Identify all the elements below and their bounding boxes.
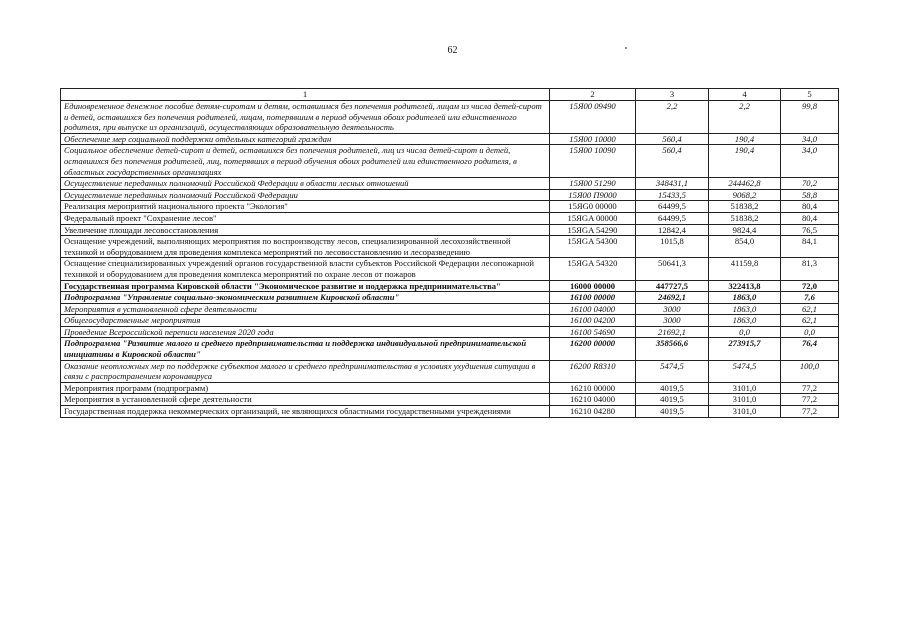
row-planned-cell: 5474,5 [636,360,709,382]
scan-speck [625,47,627,49]
table-row [61,303,839,315]
row-planned-cell: 3000 [636,303,709,315]
table-row [61,145,839,178]
row-name-cell: Обеспечение мер социальной поддержки отдельных категорий граждан [61,133,550,145]
row-code-cell: 15ЯG0 00000 [550,201,636,213]
table-row [61,201,839,213]
table-row [61,382,839,394]
row-percent-cell: 72,0 [781,280,839,292]
row-code-cell: 15Я00 51290 [550,178,636,190]
row-percent-cell: 100,0 [781,360,839,382]
row-code-cell: 16210 04280 [550,406,636,418]
row-code-cell: 15Я00 П9000 [550,189,636,201]
row-planned-cell: 4019,5 [636,382,709,394]
row-planned-cell: 4019,5 [636,406,709,418]
row-actual-cell: 5474,5 [709,360,781,382]
table-row [61,236,839,258]
row-name-cell: Осуществление переданных полномочий Российской Федерации [61,189,550,201]
table-row [61,212,839,224]
row-code-cell: 16100 04200 [550,315,636,327]
row-actual-cell: 9068,2 [709,189,781,201]
row-name-cell: Мероприятия программ (подпрограмм) [61,382,550,394]
row-percent-cell: 76,5 [781,224,839,236]
row-code-cell: 16210 04000 [550,394,636,406]
row-code-cell: 15Я00 10000 [550,133,636,145]
row-name-cell: Социальное обеспечение детей-сирот и детей, оставшихся без попечения родителей, лиц из числа детей-сирот и детей, оставшихся без попечения родителей, лиц, потерявших в период обучения обоих родителей или единственного родителя, в областных государственных организациях [61,145,550,178]
header-cell-5: 5 [781,89,839,101]
table-row [61,133,839,145]
row-percent-cell: 77,2 [781,394,839,406]
row-percent-cell: 77,2 [781,382,839,394]
table-row [61,178,839,190]
row-planned-cell: 560,4 [636,145,709,178]
row-percent-cell: 77,2 [781,406,839,418]
row-name-cell: Осуществление переданных полномочий Российской Федерации в области лесных отношений [61,178,550,190]
row-planned-cell: 358566,6 [636,338,709,360]
row-actual-cell: 3101,0 [709,382,781,394]
row-actual-cell: 322413,8 [709,280,781,292]
row-actual-cell: 190,4 [709,133,781,145]
row-planned-cell: 21692,1 [636,326,709,338]
row-percent-cell: 81,3 [781,258,839,280]
page-number: 62 [447,45,458,56]
row-actual-cell: 273915,7 [709,338,781,360]
row-name-cell: Подпрограмма "Управление социально-экономическим развитием Кировской области" [61,292,550,304]
table-row [61,338,839,360]
row-actual-cell: 41159,8 [709,258,781,280]
row-code-cell: 15Я00 09490 [550,101,636,134]
row-actual-cell: 51838,2 [709,201,781,213]
row-name-cell: Оснащение учреждений, выполняющих мероприятия по воспроизводству лесов, специализированной лесохозяйственной техникой и оборудованием для проведения комплекса мероприятий по лесовосстановлению и лесоразведению [61,236,550,258]
row-code-cell: 15ЯGA 54290 [550,224,636,236]
row-percent-cell: 99,8 [781,101,839,134]
table-row [61,189,839,201]
row-planned-cell: 348431,1 [636,178,709,190]
row-name-cell: Подпрограмма "Развитие малого и среднего предпринимательства и поддержка индивидуальной предпринимательской инициативы в Кировской области" [61,338,550,360]
row-code-cell: 16200 R8310 [550,360,636,382]
row-actual-cell: 3101,0 [709,394,781,406]
row-percent-cell: 62,1 [781,315,839,327]
row-percent-cell: 7,6 [781,292,839,304]
row-code-cell: 16100 54690 [550,326,636,338]
row-percent-cell: 80,4 [781,212,839,224]
table-row [61,280,839,292]
row-planned-cell: 64499,5 [636,201,709,213]
row-planned-cell: 2,2 [636,101,709,134]
row-name-cell: Государственная поддержка некоммерческих организаций, не являющихся областными государственными учреждениями [61,406,550,418]
row-name-cell: Оказание неотложных мер по поддержке субъектов малого и среднего предпринимательства в условиях ухудшения ситуации в связи с распространением коронавируса [61,360,550,382]
row-planned-cell: 4019,5 [636,394,709,406]
table-row [61,258,839,280]
header-cell-4: 4 [709,89,781,101]
row-name-cell: Проведение Всероссийской переписи населения 2020 года [61,326,550,338]
row-actual-cell: 9824,4 [709,224,781,236]
row-percent-cell: 58,8 [781,189,839,201]
row-code-cell: 16100 00000 [550,292,636,304]
table-row [61,360,839,382]
table-row [61,406,839,418]
row-planned-cell: 3000 [636,315,709,327]
row-name-cell: Государственная программа Кировской области "Экономическое развитие и поддержка предпринимательства" [61,280,550,292]
row-percent-cell: 62,1 [781,303,839,315]
row-code-cell: 15ЯGA 00000 [550,212,636,224]
row-percent-cell: 0,0 [781,326,839,338]
row-actual-cell: 244462,8 [709,178,781,190]
row-planned-cell: 15433,5 [636,189,709,201]
budget-table [60,88,839,418]
row-percent-cell: 80,4 [781,201,839,213]
row-name-cell: Федеральный проект "Сохранение лесов" [61,212,550,224]
row-code-cell: 16210 00000 [550,382,636,394]
row-name-cell: Оснащение специализированных учреждений органов государственной власти субъектов Российской Федерации лесопожарной техникой и оборудованием для проведения комплекса мероприятий по охране лесов от пожаров [61,258,550,280]
row-name-cell: Мероприятия в установленной сфере деятельности [61,394,550,406]
row-percent-cell: 34,0 [781,145,839,178]
table-row [61,326,839,338]
row-name-cell: Единовременное денежное пособие детям-сиротам и детям, оставшимся без попечения родителей, лицам из числа детей-сирот и детей, оставшихся без попечения родителей, лицам, потерявшим в период обучения обоих родителей или единственного родителя, при выпуске из организаций, осуществляющих образовательную деятельность [61,101,550,134]
row-code-cell: 15Я00 10090 [550,145,636,178]
table-row [61,101,839,134]
row-code-cell: 16000 00000 [550,280,636,292]
header-cell-1: 1 [61,89,550,101]
row-planned-cell: 12842,4 [636,224,709,236]
header-cell-3: 3 [636,89,709,101]
row-actual-cell: 0,0 [709,326,781,338]
row-actual-cell: 190,4 [709,145,781,178]
row-percent-cell: 84,1 [781,236,839,258]
row-name-cell: Реализация мероприятий национального проекта "Экология" [61,201,550,213]
table-row [61,292,839,304]
table-row [61,224,839,236]
row-actual-cell: 1863,0 [709,303,781,315]
row-planned-cell: 560,4 [636,133,709,145]
table-row [61,315,839,327]
row-planned-cell: 1015,8 [636,236,709,258]
row-actual-cell: 2,2 [709,101,781,134]
row-planned-cell: 64499,5 [636,212,709,224]
row-name-cell: Мероприятия в установленной сфере деятельности [61,303,550,315]
row-planned-cell: 24692,1 [636,292,709,304]
row-percent-cell: 34,0 [781,133,839,145]
row-actual-cell: 1863,0 [709,315,781,327]
row-name-cell: Увеличение площади лесовосстановления [61,224,550,236]
row-code-cell: 15ЯGA 54300 [550,236,636,258]
row-percent-cell: 76,4 [781,338,839,360]
row-code-cell: 16100 04000 [550,303,636,315]
row-actual-cell: 854,0 [709,236,781,258]
row-percent-cell: 70,2 [781,178,839,190]
header-row [61,89,839,101]
row-planned-cell: 447727,5 [636,280,709,292]
row-planned-cell: 50641,3 [636,258,709,280]
row-actual-cell: 3101,0 [709,406,781,418]
row-code-cell: 15ЯGA 54320 [550,258,636,280]
row-code-cell: 16200 00000 [550,338,636,360]
table-row [61,394,839,406]
row-actual-cell: 51838,2 [709,212,781,224]
row-name-cell: Общегосударственные мероприятия [61,315,550,327]
header-cell-2: 2 [550,89,636,101]
row-actual-cell: 1863,0 [709,292,781,304]
